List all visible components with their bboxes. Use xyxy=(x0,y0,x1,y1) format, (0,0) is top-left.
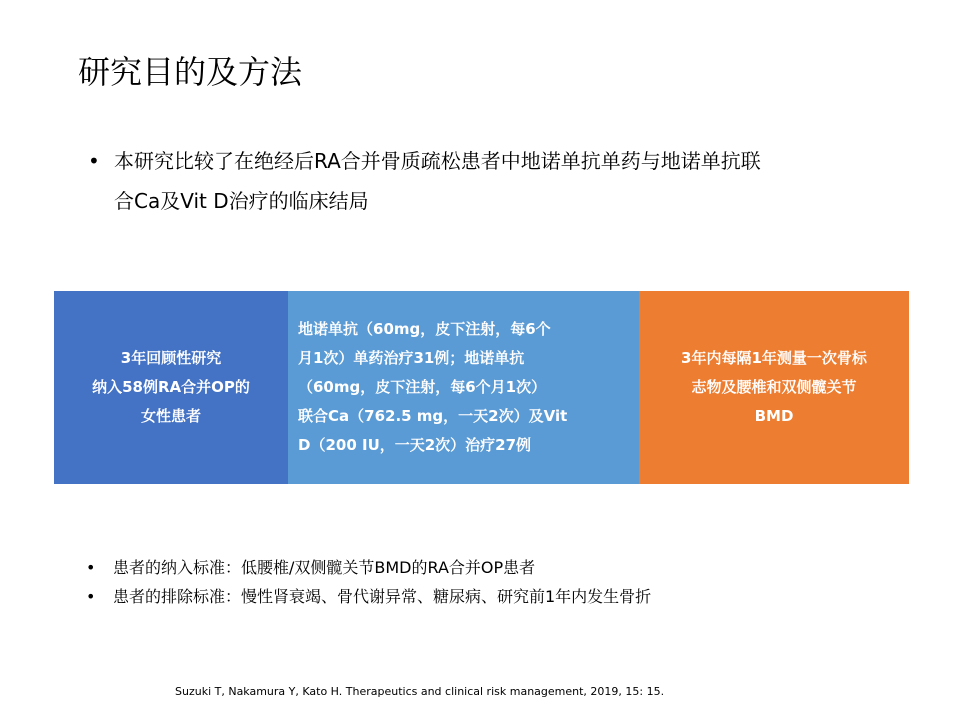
bullet-marker: • xyxy=(86,587,96,606)
criteria-list xyxy=(86,553,916,611)
study-design-box xyxy=(54,291,288,484)
study-design-line: 3年回顾性研究 xyxy=(120,349,222,367)
study-purpose-line-2: 合Ca及Vit D治疗的临床结局 xyxy=(114,189,369,213)
inclusion-criteria-item xyxy=(86,553,916,582)
inclusion-criteria-text: 患者的纳入标准：低腰椎/双侧髋关节BMD的RA合并OP患者 xyxy=(113,558,536,577)
treatment-groups-box xyxy=(288,291,639,484)
measurement-line: BMD xyxy=(754,407,794,425)
treatment-line: D（200 IU，一天2次）治疗27例 xyxy=(298,436,532,454)
reference-citation: Suzuki T, Nakamura Y, Kato H. Therapeutics and clinical risk management, 2019, 15: 15. xyxy=(175,685,665,698)
bullet-marker: • xyxy=(86,558,96,577)
slide-title: 研究目的及方法 xyxy=(78,53,303,91)
study-design-line: 女性患者 xyxy=(140,407,201,425)
treatment-line: 月1次）单药治疗31例；地诺单抗 xyxy=(298,349,525,367)
exclusion-criteria-item xyxy=(86,582,916,611)
study-purpose-line-1: 本研究比较了在绝经后RA合并骨质疏松患者中地诺单抗单药与地诺单抗联 xyxy=(114,149,761,173)
treatment-line: 地诺单抗（60mg，皮下注射，每6个 xyxy=(298,320,551,338)
measurement-box xyxy=(639,291,909,484)
bullet-marker: • xyxy=(88,149,100,173)
study-purpose-text xyxy=(114,141,904,221)
treatment-line: 联合Ca（762.5 mg，一天2次）及Vit xyxy=(298,407,568,425)
study-design-line: 纳入58例RA合并OP的 xyxy=(92,378,250,396)
measurement-line: 3年内每隔1年测量一次骨标 xyxy=(681,349,867,367)
method-flow-boxes xyxy=(54,291,909,484)
treatment-line: （60mg，皮下注射，每6个月1次） xyxy=(298,378,547,396)
exclusion-criteria-text: 患者的排除标准：慢性肾衰竭、骨代谢异常、糖尿病、研究前1年内发生骨折 xyxy=(113,587,652,606)
measurement-line: 志物及腰椎和双侧髋关节 xyxy=(691,378,857,396)
